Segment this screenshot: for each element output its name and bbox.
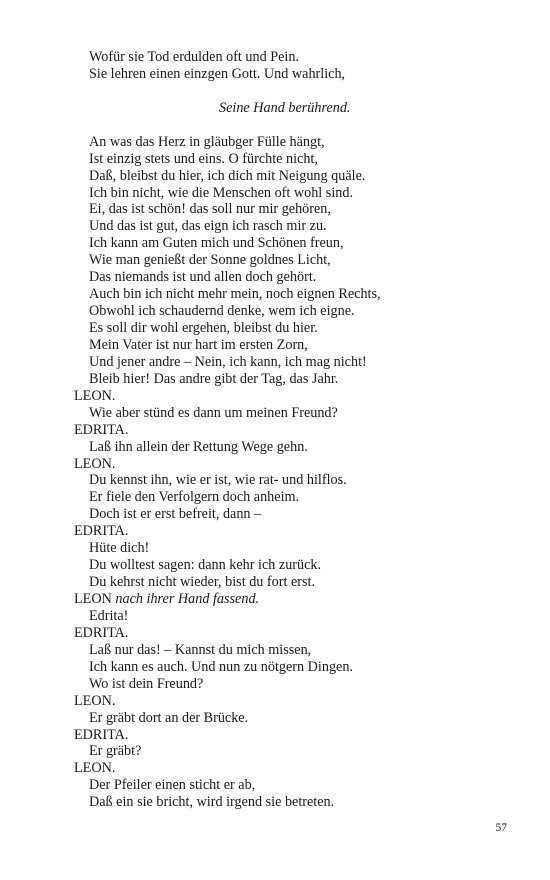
verse-line: Er fiele den Verfolgern doch anheim.	[89, 489, 300, 506]
speaker-name: LEON.	[74, 455, 116, 472]
verse-line: Doch ist er erst befreit, dann –	[89, 506, 262, 523]
speaker-name: EDRITA.	[74, 421, 129, 438]
verse-line: Edrita!	[89, 607, 129, 624]
speaker-name: EDRITA.	[74, 624, 129, 641]
verse-line: Laß ihn allein der Rettung Wege gehn.	[89, 438, 308, 455]
speaker-name: LEON.	[74, 760, 116, 777]
stage-direction: nach ihrer Hand fassend.	[115, 591, 260, 607]
speaker-name: EDRITA.	[74, 523, 129, 540]
verse-line: Ich kann es auch. Und nun zu nötgern Dingen.	[89, 658, 353, 675]
verse-line: Du kehrst nicht wieder, bist du fort erst.	[89, 574, 315, 591]
verse-line: An was das Herz in gläubger Fülle hängt,	[89, 133, 325, 150]
verse-line: Bleib hier! Das andre gibt der Tag, das Jahr.	[89, 370, 339, 387]
blank-line	[74, 83, 514, 100]
verse-line: Wie man genießt der Sonne goldnes Licht,	[89, 252, 331, 269]
speaker-name: EDRITA.	[74, 726, 129, 743]
verse-line: Du kennst ihn, wie er ist, wie rat- und hilflos.	[89, 472, 347, 489]
verse-line: Du wolltest sagen: dann kehr ich zurück.	[89, 557, 322, 574]
verse-line: Daß, bleibst du hier, ich dich mit Neigung quäle.	[89, 167, 366, 184]
verse-line: Auch bin ich nicht mehr mein, noch eignen Rechts,	[89, 286, 381, 303]
verse-line: Ich bin nicht, wie die Menschen oft wohl sind.	[89, 184, 353, 201]
verse-line: Ist einzig stets und eins. O fürchte nicht,	[89, 150, 318, 167]
verse-line: Der Pfeiler einen sticht er ab,	[89, 777, 256, 794]
verse-line: Und das ist gut, das eign ich rasch mir zu.	[89, 218, 327, 235]
stage-direction: Seine Hand berührend.	[219, 99, 351, 116]
verse-line: Obwohl ich schaudernd denke, wem ich eigne.	[89, 303, 355, 320]
play-text	[74, 49, 514, 811]
verse-line: Sie lehren einen einzgen Gott. Und wahrlich,	[89, 65, 346, 82]
verse-line: Er gräbt dort an der Brücke.	[89, 709, 249, 726]
verse-line: Ich kann am Guten mich und Schönen freun,	[89, 235, 344, 252]
verse-line: Mein Vater ist nur hart im ersten Zorn,	[89, 336, 308, 353]
verse-line: Es soll dir wohl ergehen, bleibst du hier.	[89, 320, 318, 336]
verse-line: Er gräbt?	[89, 743, 142, 760]
verse-line: Wie aber stünd es dann um meinen Freund?	[89, 404, 338, 421]
speaker-name: LEON.	[74, 692, 116, 709]
verse-line: Wo ist dein Freund?	[89, 675, 204, 692]
verse-line: Und jener andre – Nein, ich kann, ich mag nicht!	[89, 353, 367, 370]
speaker-with-direction	[74, 591, 514, 608]
speaker-name: LEON.	[74, 387, 116, 404]
blank-line	[74, 117, 514, 134]
verse-line: Daß ein sie bricht, wird irgend sie betreten.	[89, 794, 335, 811]
verse-line: Laß nur das! – Kannst du mich missen,	[89, 641, 312, 658]
verse-line: Wofür sie Tod erdulden oft und Pein.	[89, 49, 299, 65]
verse-line: Ei, das ist schön! das soll nur mir gehören,	[89, 201, 331, 218]
page-number: 57	[495, 822, 507, 834]
verse-line: Hüte dich!	[89, 540, 150, 557]
verse-line: Das niemands ist und allen doch gehört.	[89, 269, 317, 286]
speaker-name: LEON	[74, 591, 112, 607]
